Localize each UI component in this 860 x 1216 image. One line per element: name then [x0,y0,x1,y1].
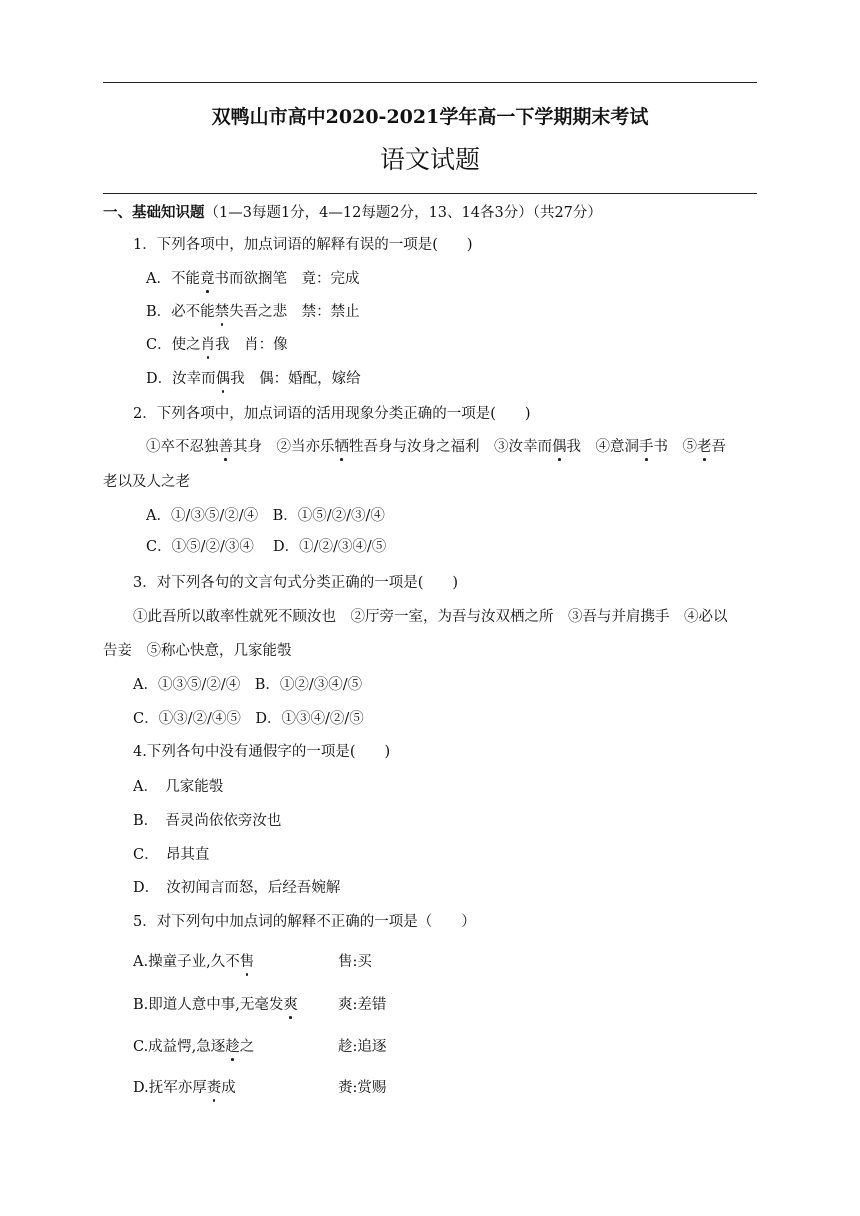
question-1-stem: 1．下列各项中，加点词语的解释有误的一项是( ) [133,237,473,253]
question-5-option-a: A.操童子业,久不售 售:买 [133,954,372,970]
question-5-stem: 5．对下列句中加点词的解释不正确的一项是（ ） [133,914,476,930]
question-2-sentences-line-2: 老以及人之老 [103,474,190,490]
question-2-stem: 2．下列各项中，加点词语的活用现象分类正确的一项是( ) [133,406,531,422]
answer-gloss: 趁:追逐 [338,1039,387,1055]
question-3-options-cd: C．①③/②/④⑤ D．①③④/②/⑤ [133,711,364,727]
question-5-option-c: C.成益愕,急逐趁之 趁:追逐 [133,1039,387,1055]
emphasis-dot-char: 售 [239,954,255,970]
emphasis-dot-char: 偶 [552,439,567,455]
emphasis-dot-char: 手 [639,439,654,455]
emphasis-dot-char: 竟 [199,271,215,287]
top-rule [103,82,757,83]
question-4-option-a: A． 几家能彀 [133,779,224,795]
question-1-option-a: A．不能竟书而欲搁笔 竟：完成 [146,271,360,287]
section-title: 一、基础知识题 [103,204,205,221]
emphasis-dot-char: 赉 [206,1080,222,1096]
section-scoring-note: （1—3每题1分，4—12每题2分，13、14各3分）（共27分） [204,205,602,221]
title-rule [103,193,757,194]
exam-subtitle: 语文试题 [379,145,480,174]
question-3-options-ab: A．①③⑤/②/④ B．①②/③④/⑤ [133,677,363,693]
question-3-stem: 3．对下列各句的文言句式分类正确的一项是( ) [133,575,459,591]
answer-gloss: 售:买 [338,954,372,970]
question-3-sentences-line-2: 告妾 ⑤称心快意，几家能彀 [103,643,292,659]
question-5-option-b: B.即道人意中事,无毫发爽 爽:差错 [133,997,387,1013]
answer-gloss: 赉:赏赐 [338,1080,387,1096]
emphasis-dot-char: 老 [697,439,712,455]
question-5-option-d: D.抚军亦厚赉成 赉:赏赐 [133,1080,387,1096]
emphasis-dot-char: 趁 [225,1039,240,1055]
emphasis-dot-char: 偶 [215,371,231,387]
question-1-option-c: C．使之肖我 肖：像 [146,337,288,353]
exam-title: 双鸭山市高中2020-2021学年高一下学期期末考试 [211,106,649,128]
section-heading [103,203,602,223]
question-2-options-cd: C．①⑤/②/③④ D．①/②/③④/⑤ [146,539,387,555]
question-2-sentences-line-1: ①卒不忍独善其身 ②当亦乐牺牲吾身与汝身之福利 ③汝幸而偶我 ④意洞手书 ⑤老吾 [146,439,726,455]
question-3-sentences-line-1: ①此吾所以敢率性就死不顾汝也 ②厅旁一室，为吾与汝双栖之所 ③吾与并肩携手 ④必以 [133,609,728,625]
emphasis-dot-char: 禁 [214,304,230,320]
question-4-option-b: B． 吾灵尚依依旁汝也 [133,813,282,829]
question-2-options-ab: A．①/③⑤/②/④ B．①⑤/②/③/④ [146,508,385,524]
answer-gloss: 爽:差错 [338,997,387,1013]
question-1-option-d: D．汝幸而偶我 偶：婚配，嫁给 [146,371,361,387]
question-1-option-b: B．必不能禁失吾之悲 禁：禁止 [146,304,360,320]
emphasis-dot-char: 牺 [334,439,349,455]
question-4-option-d: D． 汝初闻言而怒，后经吾婉解 [133,880,341,896]
emphasis-dot-char: 爽 [283,997,298,1013]
question-4-option-c: C． 昂其直 [133,847,210,863]
emphasis-dot-char: 善 [218,439,233,455]
emphasis-dot-char: 肖 [200,337,216,353]
question-4-stem: 4.下列各句中没有通假字的一项是( ) [133,744,391,760]
